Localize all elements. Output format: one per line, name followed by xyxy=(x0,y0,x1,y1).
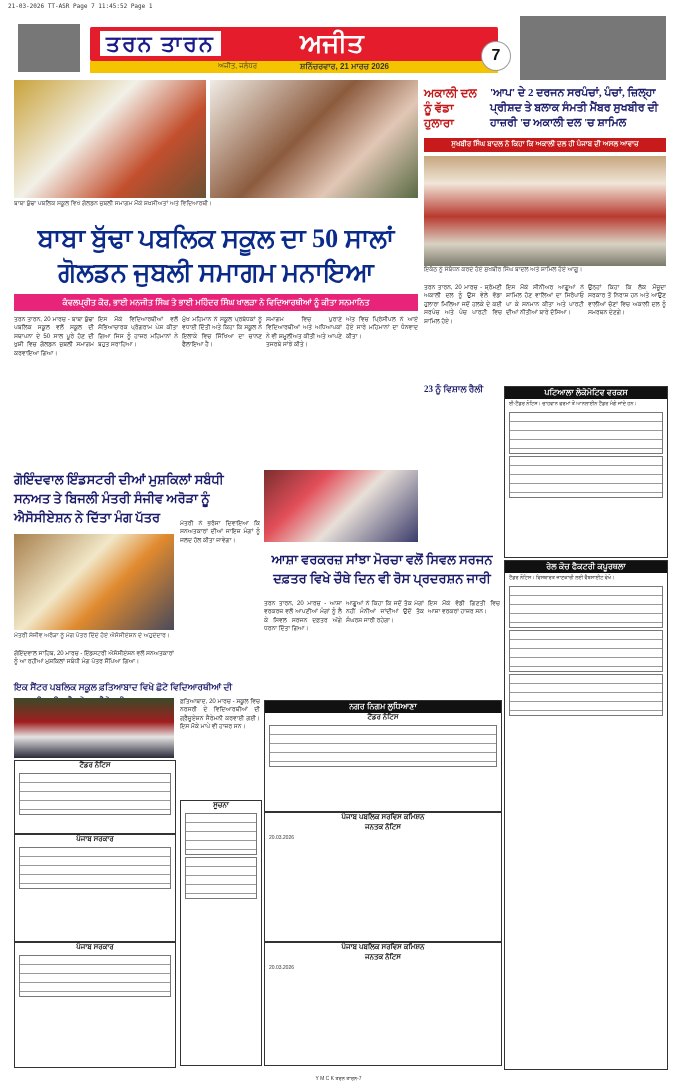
story-column: ਇਸ ਮੌਕੇ ਵੱਡੀ ਗਿਣਤੀ ਵਿਚ ਆਸ਼ਾ ਵਰਕਰਾਂ ਹਾਜ਼ਰ ਸਨ। xyxy=(428,601,500,616)
story-headline: 'ਆਪ' ਦੇ 2 ਦਰਜਨ ਸਰਪੰਚਾਂ, ਪੰਚਾਂ, ਜ਼ਿਲ੍ਹਾ ਪ੍ਰੀਸ਼ਦ ਤੇ ਬਲਾਕ ਸੰਮਤੀ ਮੈਂਬਰ ਸੁਖਬੀਰ ਦੀ ਹਾਜ਼ਰੀ 'ਚ ਅਕਾਲੀ ਦਲ 'ਚ ਸ਼ਾਮਿਲ xyxy=(490,87,659,129)
ad-title: ਸੂਚਨਾ xyxy=(213,802,229,809)
ad-table xyxy=(185,857,257,899)
ad-title: ਰੇਲ ਕੋਚ ਫੈਕਟਰੀ ਕਪੂਰਥਲਾ xyxy=(505,561,667,573)
ad-title: ਪੰਜਾਬ ਪਬਲਿਕ ਸਰਵਿਸ ਕਮਿਸ਼ਨ xyxy=(341,814,425,821)
masthead-photo-right xyxy=(520,16,666,80)
ad-title: ਪੰਜਾਬ ਸਰਕਾਰ xyxy=(76,944,114,951)
ad-notice-g xyxy=(180,800,262,1066)
page-number: 7 xyxy=(481,41,511,71)
ad-date: 20.03.2026 xyxy=(269,835,295,841)
story-column: ਅੰਤ ਵਿਚ ਪ੍ਰਿੰਸੀਪਲ ਨੇ ਆਏ ਹੋਏ ਸਾਰੇ ਮਹਿਮਾਨਾਂ ਦਾ ਧੰਨਵਾਦ ਕੀਤਾ। xyxy=(346,317,418,340)
ad-title: ਪੰਜਾਬ ਪਬਲਿਕ ਸਰਵਿਸ ਕਮਿਸ਼ਨ xyxy=(341,944,425,951)
story-column: ਗੋਇੰਦਵਾਲ ਸਾਹਿਬ, 20 ਮਾਰਚ - ਇੰਡਸਟਰੀ ਐਸੋਸੀਏਸ਼ਨ ਵਲੋਂ ਸਨਅਤਕਾਰਾਂ ਨੂੰ ਆ ਰਹੀਆਂ ਮੁਸ਼ਕਿਲਾਂ ਸਬੰਧੀ ਮੰਗ ਪੱਤਰ ਸੌਂਪਿਆ ਗਿਆ। xyxy=(14,651,174,666)
ad-notice-d xyxy=(14,760,176,834)
ad-table xyxy=(19,773,171,815)
story-column: ਇਸ ਮੌਕੇ ਵਿਦਿਆਰਥੀਆਂ ਵਲੋਂ ਸੱਭਿਆਚਾਰਕ ਪ੍ਰੋਗਰਾਮ ਪੇਸ਼ ਕੀਤਾ ਗਿਆ ਜਿਸ ਨੂੰ ਹਾਜ਼ਰ ਮਹਿਮਾਨਾਂ ਨੇ ਬਹੁਤ ਸਰਾਹਿਆ। xyxy=(98,317,178,349)
photo-caption: ਮੰਤਰੀ ਸੰਜੀਵ ਅਰੋੜਾ ਨੂੰ ਮੰਗ ਪੱਤਰ ਦਿੰਦੇ ਹੋਏ ਐਸੋਸੀਏਸ਼ਨ ਦੇ ਅਹੁਦੇਦਾਰ। xyxy=(14,633,170,639)
ad-title: ਨਗਰ ਨਿਗਮ ਲੁਧਿਆਣਾ xyxy=(265,701,501,713)
story-column: ਮੰਤਰੀ ਨੇ ਭਰੋਸਾ ਦਿਵਾਇਆ ਕਿ ਸਨਅਤਕਾਰਾਂ ਦੀਆਂ ਜਾਇਜ਼ ਮੰਗਾਂ ਨੂੰ ਜਲਦ ਹੱਲ ਕੀਤਾ ਜਾਵੇਗਾ। xyxy=(180,521,260,544)
ad-table xyxy=(509,630,663,672)
story-column: ਉਨ੍ਹਾਂ ਕਿਹਾ ਕਿ ਲੋਕ ਮੌਜੂਦਾ ਸਰਕਾਰ ਤੋਂ ਨਿਰਾਸ਼ ਹਨ ਅਤੇ ਆਉਣ ਵਾਲੀਆਂ ਚੋਣਾਂ ਵਿਚ ਅਕਾਲੀ ਦਲ ਨੂੰ ਸਮਰਥਨ ਦੇਣਗੇ। xyxy=(588,285,666,317)
photo-minister xyxy=(14,534,174,630)
masthead-title-left: ਤਰਨ ਤਾਰਨ xyxy=(100,28,280,60)
footer: Y M C K ਤਰਨ ਤਾਰਨ-7 xyxy=(315,1076,362,1082)
photo-caption: ਇਕੱਠ ਨੂੰ ਸੰਬੋਧਨ ਕਰਦੇ ਹੋਏ ਸੁਖਬੀਰ ਸਿੰਘ ਬਾਦਲ ਅਤੇ ਸ਼ਾਮਿਲ ਹੋਏ ਆਗੂ। xyxy=(424,267,583,273)
ad-notice-e xyxy=(14,834,176,942)
ad-title: ਪੰਜਾਬ ਸਰਕਾਰ xyxy=(76,836,114,843)
story-subhead: 23 ਨੂੰ ਵਿਸ਼ਾਲ ਰੈਲੀ xyxy=(424,384,484,394)
story-headline: ਆਸ਼ਾ ਵਰਕਰਜ਼ ਸਾਂਝਾ ਮੋਰਚਾ ਵਲੋਂ ਸਿਵਲ ਸਰਜਨ ਦਫ਼ਤਰ ਵਿਖੇ ਚੌਥੇ ਦਿਨ ਵੀ ਰੋਸ ਪ੍ਰਦਰਸ਼ਨ ਜਾਰੀ xyxy=(271,552,493,586)
photo-school-event-1 xyxy=(14,80,206,198)
main-headline: ਬਾਬਾ ਬੁੱਢਾ ਪਬਲਿਕ ਸਕੂਲ ਦਾ 50 ਸਾਲਾਂ ਗੋਲਡਨ ਜੁਬਲੀ ਸਮਾਗਮ ਮਨਾਇਆ xyxy=(37,224,395,287)
photo-rally xyxy=(424,156,666,266)
ad-date: 20.03.2026 xyxy=(269,965,295,971)
photo-school-event-2 xyxy=(210,80,418,198)
story-headline: ਇਕ ਸੈਂਟਰ ਪਬਲਿਕ ਸਕੂਲ ਫ਼ਤਿਆਬਾਦ ਵਿਖੇ ਛੋਟੇ ਵਿਦਿਆਰਥੀਆਂ ਦੀ xyxy=(14,682,233,692)
ad-tender-2 xyxy=(504,560,668,1070)
ad-subtitle: ਜਨਤਕ ਨੋਟਿਸ xyxy=(365,824,401,831)
story-column: ਆਗੂਆਂ ਨੇ ਕਿਹਾ ਕਿ ਜਦੋਂ ਤੱਕ ਮੰਗਾਂ ਨਹੀਂ ਮੰਨੀਆਂ ਜਾਂਦੀਆਂ ਉਦੋਂ ਤੱਕ ਸੰਘਰਸ਼ ਜਾਰੀ ਰਹੇਗਾ। xyxy=(346,601,424,624)
photo-protest xyxy=(264,470,418,542)
masthead-city: ਅਜੀਤ, ਜਲੰਧਰ xyxy=(218,63,258,70)
ad-subtitle: ਟੈਂਡਰ ਨੋਟਿਸ xyxy=(367,714,399,721)
ad-notice-a xyxy=(264,700,502,812)
ad-table xyxy=(509,674,663,716)
ad-title: ਪਟਿਆਲਾ ਲੋਕੋਮੋਟਿਵ ਵਰਕਸ xyxy=(505,387,667,399)
story-column: ਮੁੱਖ ਮਹਿਮਾਨ ਨੇ ਸਕੂਲ ਪ੍ਰਬੰਧਕਾਂ ਨੂੰ ਵਧਾਈ ਦਿੱਤੀ ਅਤੇ ਕਿਹਾ ਕਿ ਸਕੂਲ ਨੇ ਇਲਾਕੇ ਵਿਚ ਸਿੱਖਿਆ ਦਾ ਚਾਨਣ ਫੈਲਾਇਆ ਹੈ। xyxy=(182,317,262,349)
ad-table xyxy=(509,586,663,628)
ad-text: ਟੈਂਡਰ ਨੋਟਿਸ। ਵਿਸਥਾਰਤ ਜਾਣਕਾਰੀ ਲਈ ਵੈੱਬਸਾਈਟ ਵੇਖੋ। xyxy=(509,575,615,581)
main-strap: ਕੰਵਲਪ੍ਰੀਤ ਕੌਰ, ਭਾਈ ਮਨਜੀਤ ਸਿੰਘ ਤੇ ਭਾਈ ਮਹਿੰਦਰ ਸਿੰਘ ਖਾਲੜਾ ਨੇ ਵਿਦਿਆਰਥੀਆਂ ਨੂੰ ਕੀਤਾ ਸਨਮਾਨਿਤ xyxy=(14,294,418,311)
masthead-date: ਸ਼ਨਿੱਚਰਵਾਰ, 21 ਮਾਰਚ 2026 xyxy=(300,62,390,71)
story-column: ਤਰਨ ਤਾਰਨ, 20 ਮਾਰਚ - ਬਾਬਾ ਬੁੱਢਾ ਪਬਲਿਕ ਸਕੂਲ ਵਲੋਂ ਸਕੂਲ ਦੀ ਸਥਾਪਨਾ ਦੇ 50 ਸਾਲ ਪੂਰੇ ਹੋਣ ਦੀ ਖੁਸ਼ੀ ਵਿਚ ਗੋਲਡਨ ਜੁਬਲੀ ਸਮਾਗਮ ਕਰਵਾਇਆ ਗਿਆ। xyxy=(14,317,94,357)
ad-title: ਟੈਂਡਰ ਨੋਟਿਸ xyxy=(79,762,111,769)
ad-notice-b xyxy=(264,812,502,942)
ad-table xyxy=(19,955,171,997)
story-kicker: ਅਕਾਲੀ ਦਲ ਨੂੰ ਵੱਡਾ ਹੁਲਾਰਾ xyxy=(424,86,477,130)
print-slug xyxy=(0,0,677,14)
ad-text: ਈ-ਟੈਂਡਰ ਨੋਟਿਸ। ਚਾਹਵਾਨ ਫਰਮਾਂ ਤੋਂ ਆਨਲਾਈਨ ਟੈਂਡਰ ਮੰਗੇ ਜਾਂਦੇ ਹਨ। xyxy=(509,401,637,407)
story-headline: ਗੋਇੰਦਵਾਲ ਇੰਡਸਟਰੀ ਦੀਆਂ ਮੁਸ਼ਕਿਲਾਂ ਸਬੰਧੀ ਸਨਅਤ ਤੇ ਬਿਜਲੀ ਮੰਤਰੀ ਸੰਜੀਵ ਅਰੋੜਾ ਨੂੰ ਐਸੋਸੀਏਸ਼ਨ ਨੇ ਦਿੱਤਾ ਮੰਗ ਪੱਤਰ xyxy=(14,472,224,525)
photo-graduation xyxy=(14,698,174,758)
ad-notice-f xyxy=(14,942,176,1068)
ad-subtitle: ਜਨਤਕ ਨੋਟਿਸ xyxy=(365,954,401,961)
story-column: ਤਰਨ ਤਾਰਨ, 20 ਮਾਰਚ - ਸ਼੍ਰੋਮਣੀ ਅਕਾਲੀ ਦਲ ਨੂੰ ਉਸ ਵੇਲੇ ਵੱਡਾ ਹੁਲਾਰਾ ਮਿਲਿਆ ਜਦੋਂ ਹਲਕੇ ਦੇ ਕਈ ਸਰਪੰਚ ਅਤੇ ਪੰਚ ਪਾਰਟੀ ਵਿਚ ਸ਼ਾਮਿਲ ਹੋਏ। xyxy=(424,285,502,325)
story-column: ਤਰਨ ਤਾਰਨ, 20 ਮਾਰਚ - ਆਸ਼ਾ ਵਰਕਰਜ਼ ਵਲੋਂ ਆਪਣੀਆਂ ਮੰਗਾਂ ਨੂੰ ਲੈ ਕੇ ਸਿਵਲ ਸਰਜਨ ਦਫ਼ਤਰ ਅੱਗੇ ਧਰਨਾ ਦਿੱਤਾ ਗਿਆ। xyxy=(264,601,342,633)
ad-table xyxy=(509,456,663,498)
masthead-photo-left xyxy=(18,24,80,72)
ad-table xyxy=(185,813,257,855)
ad-table xyxy=(509,412,663,454)
ad-table xyxy=(269,725,497,767)
story-strap: ਸੁਖਬੀਰ ਸਿੰਘ ਬਾਦਲ ਨੇ ਕਿਹਾ ਕਿ ਅਕਾਲੀ ਦਲ ਹੀ ਪੰਜਾਬ ਦੀ ਅਸਲ ਆਵਾਜ਼ xyxy=(424,138,666,152)
story-column: ਸਮਾਗਮ ਵਿਚ ਪੁਰਾਣੇ ਵਿਦਿਆਰਥੀਆਂ ਅਤੇ ਅਧਿਆਪਕਾਂ ਨੇ ਵੀ ਸ਼ਮੂਲੀਅਤ ਕੀਤੀ ਅਤੇ ਆਪਣੇ ਤਜਰਬੇ ਸਾਂਝੇ ਕੀਤੇ। xyxy=(266,317,342,349)
story-column: ਇਸ ਮੌਕੇ ਸੀਨੀਅਰ ਆਗੂਆਂ ਨੇ ਸ਼ਾਮਿਲ ਹੋਣ ਵਾਲਿਆਂ ਦਾ ਸਿਰੋਪਾਓ ਪਾ ਕੇ ਸਨਮਾਨ ਕੀਤਾ ਅਤੇ ਪਾਰਟੀ ਦੀਆਂ ਨੀਤੀਆਂ ਬਾਰੇ ਦੱਸਿਆ। xyxy=(506,285,584,317)
ad-notice-c xyxy=(264,942,502,1066)
story-column: ਫ਼ਤਿਆਬਾਦ, 20 ਮਾਰਚ - ਸਕੂਲ ਵਿਚ ਨਰਸਰੀ ਦੇ ਵਿਦਿਆਰਥੀਆਂ ਦੀ ਗ੍ਰੈਜੂਏਸ਼ਨ ਸੈਰੇਮਨੀ ਕਰਵਾਈ ਗਈ। ਇਸ ਮੌਕੇ ਮਾਪੇ ਵੀ ਹਾਜ਼ਰ ਸਨ। xyxy=(180,699,260,731)
print-slug-text: 21-03-2026 TT-ASR Page 7 11:45:52 Page 1 xyxy=(8,3,153,10)
masthead-title-right: ਅਜੀਤ xyxy=(300,29,364,58)
ad-tender-1 xyxy=(504,386,668,558)
ad-table xyxy=(19,847,171,889)
photo-caption: ਬਾਬਾ ਬੁੱਢਾ ਪਬਲਿਕ ਸਕੂਲ ਵਿਖੇ ਗੋਲਡਨ ਜੁਬਲੀ ਸਮਾਗਮ ਮੌਕੇ ਸ਼ਖ਼ਸੀਅਤਾਂ ਅਤੇ ਵਿਦਿਆਰਥੀ। xyxy=(14,201,213,207)
